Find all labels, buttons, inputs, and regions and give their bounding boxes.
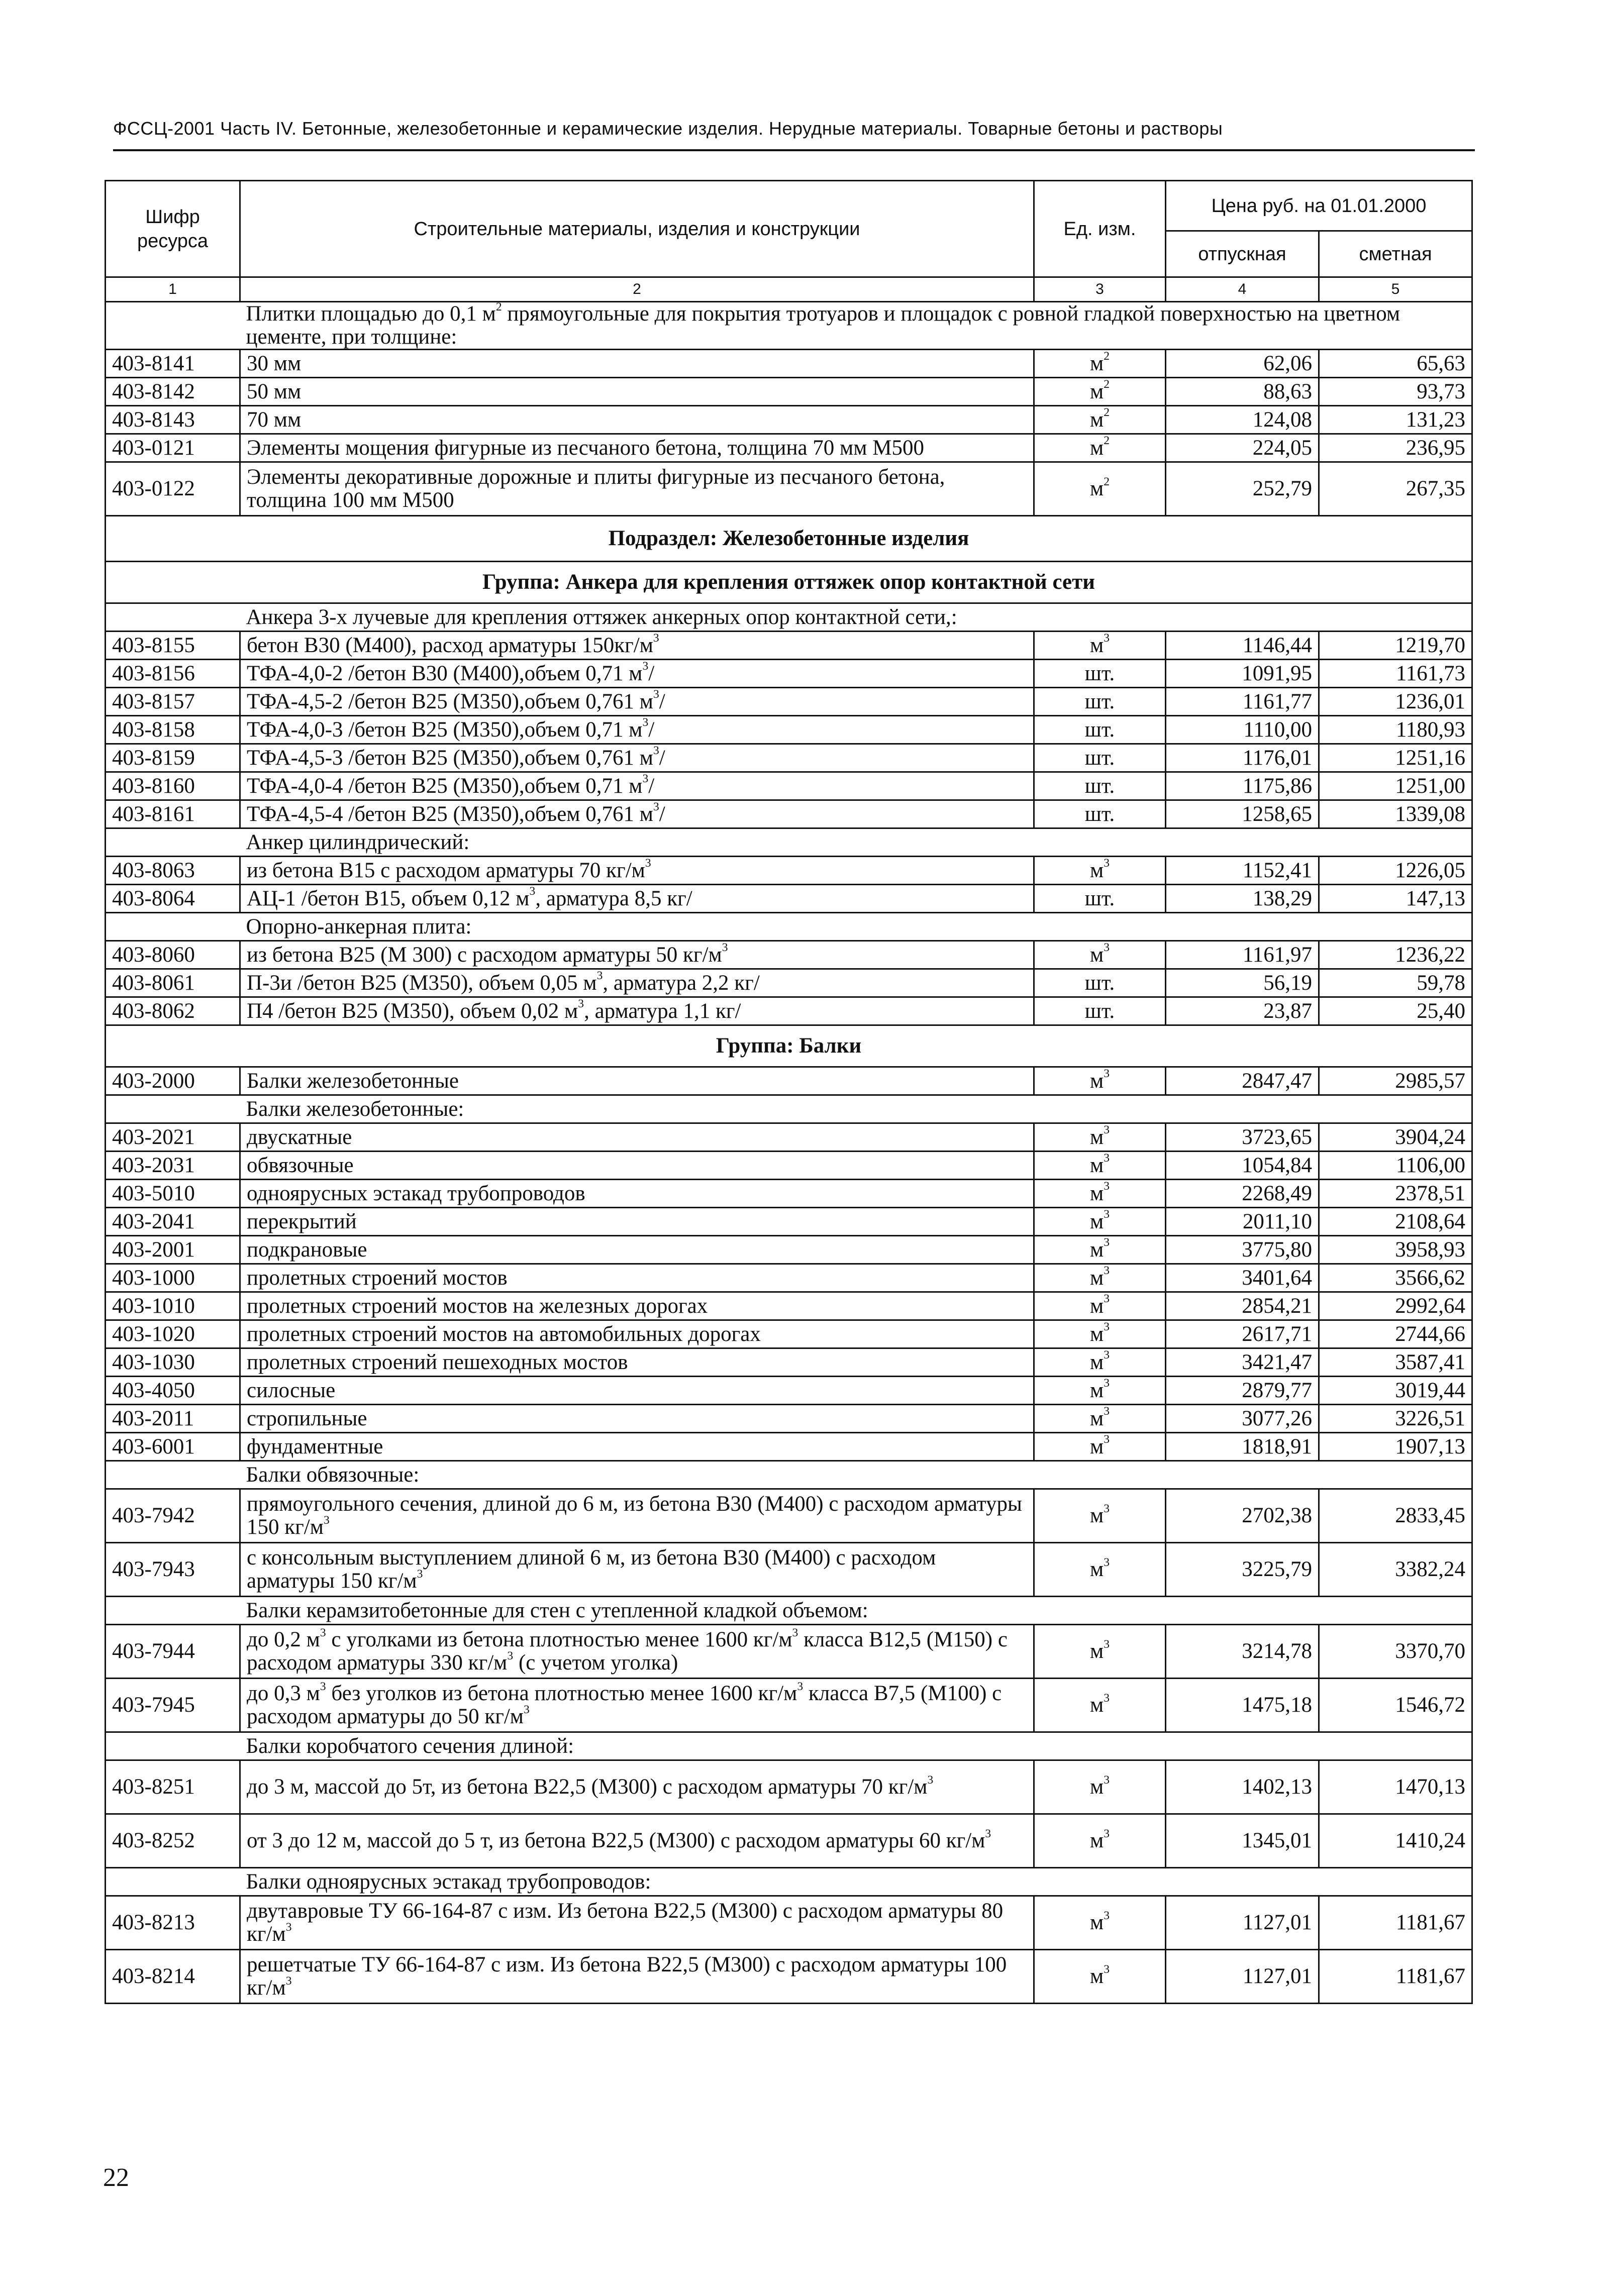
estimate-price: 1219,70 (1319, 632, 1472, 660)
release-price: 3401,64 (1166, 1264, 1319, 1292)
table-row (106, 1348, 1472, 1377)
item-name: 50 мм (240, 378, 1034, 406)
subheading-text: Балки коробчатого сечения длиной: (240, 1732, 1472, 1760)
item-name: 70 мм (240, 406, 1034, 434)
resource-code: 403-8156 (106, 660, 240, 688)
item-name: ТФА-4,0-4 /бетон В25 (М350),объем 0,71 $м^3/$ (240, 772, 1034, 800)
resource-code: 403-8252 (106, 1814, 240, 1868)
unit-cell: $м^3$ (1034, 1405, 1166, 1433)
estimate-price: 3566,62 (1319, 1264, 1472, 1292)
unit-cell: $м^3$ (1034, 1208, 1166, 1236)
unit-cell: $м^3$ (1034, 1896, 1166, 1950)
release-price: 3775,80 (1166, 1236, 1319, 1264)
estimate-price: 1181,67 (1319, 1896, 1472, 1950)
release-price: 56,19 (1166, 969, 1319, 997)
table-row (106, 1814, 1472, 1868)
release-price: 3421,47 (1166, 1348, 1319, 1377)
item-name: до 0,3 $м^3$ без уголков из бетона плотностью менее 1600 $кг/м^3$ класса В7,5 (М100) с расходом арматуры до 50 $кг/м^3$ (240, 1679, 1034, 1732)
unit-cell: $м^3$ (1034, 1625, 1166, 1679)
item-name: ТФА-4,0-3 /бетон В25 (М350),объем 0,71 $м^3/$ (240, 716, 1034, 744)
resource-code: 403-8251 (106, 1760, 240, 1814)
table-row (106, 434, 1472, 462)
estimate-price: 3226,51 (1319, 1405, 1472, 1433)
subheading-row (106, 913, 1472, 941)
unit-cell: $м^3$ (1034, 1320, 1166, 1348)
item-name: двускатные (240, 1123, 1034, 1152)
table-row (106, 1320, 1472, 1348)
estimate-price: 1251,00 (1319, 772, 1472, 800)
table-row (106, 969, 1472, 997)
column-number-cell: 4 (1166, 277, 1319, 302)
table-row (106, 660, 1472, 688)
table-row (106, 1896, 1472, 1950)
resource-code: 403-7945 (106, 1679, 240, 1732)
estimate-price: 3958,93 (1319, 1236, 1472, 1264)
table-row (106, 406, 1472, 434)
unit-cell: шт. (1034, 997, 1166, 1025)
head-price: Цена руб. на 01.01.2000 (1166, 181, 1472, 231)
item-name: обвязочные (240, 1152, 1034, 1180)
resource-code: 403-8143 (106, 406, 240, 434)
estimate-price: 2992,64 (1319, 1292, 1472, 1320)
subheading-text: Балки обвязочные: (240, 1461, 1472, 1489)
estimate-price: 3904,24 (1319, 1123, 1472, 1152)
estimate-price: 1180,93 (1319, 716, 1472, 744)
page-number: 22 (103, 2163, 129, 2192)
estimate-price: 1161,73 (1319, 660, 1472, 688)
item-name: одноярусных эстакад трубопроводов (240, 1180, 1034, 1208)
head-unit: Ед. изм. (1034, 181, 1166, 277)
resource-code: 403-4050 (106, 1377, 240, 1405)
resource-code: 403-8155 (106, 632, 240, 660)
table-row (106, 350, 1472, 378)
release-price: 1175,86 (1166, 772, 1319, 800)
column-number-cell: 2 (240, 277, 1034, 302)
subheading-row (106, 1868, 1472, 1896)
estimate-price: 25,40 (1319, 997, 1472, 1025)
group-row (106, 1025, 1472, 1067)
estimate-price: 3587,41 (1319, 1348, 1472, 1377)
item-name: бетон В30 (М400), расход арматуры $150кг/м^3$ (240, 632, 1034, 660)
release-price: 3723,65 (1166, 1123, 1319, 1152)
release-price: 1152,41 (1166, 857, 1319, 885)
estimate-price: 236,95 (1319, 434, 1472, 462)
item-name: ТФА-4,5-2 /бетон В25 (М350),объем 0,761 $м^3/$ (240, 688, 1034, 716)
item-name: двутавровые ТУ 66-164-87 с изм. Из бетона В22,5 (М300) с расходом арматуры 80 $кг/м^3$ (240, 1896, 1034, 1950)
table-row (106, 1543, 1472, 1597)
release-price: 2011,10 (1166, 1208, 1319, 1236)
item-name: пролетных строений мостов на автомобильных дорогах (240, 1320, 1034, 1348)
resource-code: 403-2001 (106, 1236, 240, 1264)
release-price: 224,05 (1166, 434, 1319, 462)
item-name: перекрытий (240, 1208, 1034, 1236)
release-price: 2854,21 (1166, 1292, 1319, 1320)
resource-code: 403-8142 (106, 378, 240, 406)
column-number-cell: 5 (1319, 277, 1472, 302)
release-price: 2847,47 (1166, 1067, 1319, 1095)
resource-code: 403-8062 (106, 997, 240, 1025)
blank-cell (106, 1868, 240, 1896)
blank-cell (106, 828, 240, 857)
item-name: стропильные (240, 1405, 1034, 1433)
resource-code: 403-8158 (106, 716, 240, 744)
release-price: 1146,44 (1166, 632, 1319, 660)
resource-code: 403-8161 (106, 800, 240, 828)
unit-cell: $м^3$ (1034, 632, 1166, 660)
item-name: 30 мм (240, 350, 1034, 378)
subheading-text: Балки железобетонные: (240, 1095, 1472, 1123)
table-row (106, 772, 1472, 800)
unit-cell: $м^2$ (1034, 378, 1166, 406)
estimate-price: 3382,24 (1319, 1543, 1472, 1597)
unit-cell: $м^3$ (1034, 857, 1166, 885)
release-price: 1176,01 (1166, 744, 1319, 772)
release-price: 1818,91 (1166, 1433, 1319, 1461)
unit-cell: $м^3$ (1034, 1950, 1166, 2004)
unit-cell: $м^2$ (1034, 434, 1166, 462)
release-price: 2617,71 (1166, 1320, 1319, 1348)
section-title: Подраздел: Железобетонные изделия (106, 516, 1472, 562)
item-name: Элементы декоративные дорожные и плиты фигурные из песчаного бетона, толщина 100 мм М500 (240, 462, 1034, 516)
column-number-row (106, 277, 1472, 302)
item-name: фундаментные (240, 1433, 1034, 1461)
group-title: Группа: Балки (106, 1025, 1472, 1067)
subheading-text: Балки керамзитобетонные для стен с утепленной кладкой объемом: (240, 1597, 1472, 1625)
item-name: АЦ-1 /бетон В15, объем 0,12 $м^3$, арматура 8,5 кг/ (240, 885, 1034, 913)
table-row (106, 1180, 1472, 1208)
resource-code: 403-8141 (106, 350, 240, 378)
resource-code: 403-8213 (106, 1896, 240, 1950)
release-price: 2702,38 (1166, 1489, 1319, 1543)
resource-code: 403-8060 (106, 941, 240, 969)
item-name: силосные (240, 1377, 1034, 1405)
subheading-text: Балки одноярусных эстакад трубопроводов: (240, 1868, 1472, 1896)
estimate-price: 1251,16 (1319, 744, 1472, 772)
resource-code: 403-7943 (106, 1543, 240, 1597)
group-row (106, 562, 1472, 603)
resource-code: 403-1010 (106, 1292, 240, 1320)
table-row (106, 744, 1472, 772)
release-price: 252,79 (1166, 462, 1319, 516)
release-price: 1345,01 (1166, 1814, 1319, 1868)
estimate-price: 267,35 (1319, 462, 1472, 516)
price-table (105, 180, 1473, 2004)
estimate-price: 2833,45 (1319, 1489, 1472, 1543)
estimate-price: 147,13 (1319, 885, 1472, 913)
subheading-row (106, 1597, 1472, 1625)
item-name: пролетных строений мостов на железных дорогах (240, 1292, 1034, 1320)
estimate-price: 93,73 (1319, 378, 1472, 406)
table-row (106, 1152, 1472, 1180)
resource-code: 403-2031 (106, 1152, 240, 1180)
release-price: 62,06 (1166, 350, 1319, 378)
estimate-price: 1236,01 (1319, 688, 1472, 716)
estimate-price: 1470,13 (1319, 1760, 1472, 1814)
subheading-text: Плитки площадью до 0,1 $м^2$ прямоугольные для покрытия тротуаров и площадок с ровной гладкой поверхностью на цветном цементе, при толщине: (240, 302, 1472, 350)
resource-code: 403-5010 (106, 1180, 240, 1208)
unit-cell: шт. (1034, 688, 1166, 716)
release-price: 3225,79 (1166, 1543, 1319, 1597)
item-name: от 3 до 12 м, массой до 5 т, из бетона В22,5 (М300) с расходом арматуры 60 $кг/м^3$ (240, 1814, 1034, 1868)
subheading-text: Анкер цилиндрический: (240, 828, 1472, 857)
resource-code: 403-1030 (106, 1348, 240, 1377)
unit-cell: $м^3$ (1034, 1348, 1166, 1377)
release-price: 1161,77 (1166, 688, 1319, 716)
release-price: 1402,13 (1166, 1760, 1319, 1814)
estimate-price: 1410,24 (1319, 1814, 1472, 1868)
column-number-cell: 3 (1034, 277, 1166, 302)
release-price: 1110,00 (1166, 716, 1319, 744)
release-price: 1161,97 (1166, 941, 1319, 969)
subheading-row (106, 603, 1472, 632)
resource-code: 403-7942 (106, 1489, 240, 1543)
estimate-price: 3370,70 (1319, 1625, 1472, 1679)
subheading-text: Опорно-анкерная плита: (240, 913, 1472, 941)
table-row (106, 688, 1472, 716)
subheading-row (106, 302, 1472, 350)
table-row (106, 1679, 1472, 1732)
release-price: 138,29 (1166, 885, 1319, 913)
release-price: 1127,01 (1166, 1896, 1319, 1950)
table-row (106, 1377, 1472, 1405)
unit-cell: шт. (1034, 885, 1166, 913)
resource-code: 403-8064 (106, 885, 240, 913)
table-row (106, 1123, 1472, 1152)
estimate-price: 2744,66 (1319, 1320, 1472, 1348)
section-row (106, 516, 1472, 562)
estimate-price: 65,63 (1319, 350, 1472, 378)
table-row (106, 941, 1472, 969)
resource-code: 403-0122 (106, 462, 240, 516)
table-row (106, 1950, 1472, 2004)
head-code: Шифр ресурса (106, 181, 240, 277)
subheading-row (106, 1732, 1472, 1760)
estimate-price: 1546,72 (1319, 1679, 1472, 1732)
unit-cell: шт. (1034, 772, 1166, 800)
unit-cell: $м^3$ (1034, 1292, 1166, 1320)
unit-cell: $м^3$ (1034, 1152, 1166, 1180)
column-number-cell: 1 (106, 277, 240, 302)
table-row (106, 462, 1472, 516)
table-row (106, 1625, 1472, 1679)
blank-cell (106, 1732, 240, 1760)
release-price: 1475,18 (1166, 1679, 1319, 1732)
estimate-price: 1907,13 (1319, 1433, 1472, 1461)
blank-cell (106, 302, 240, 350)
resource-code: 403-8061 (106, 969, 240, 997)
item-name: до 3 м, массой до 5т, из бетона В22,5 (М300) с расходом арматуры 70 $кг/м^3$ (240, 1760, 1034, 1814)
estimate-price: 131,23 (1319, 406, 1472, 434)
header-rule (113, 149, 1475, 151)
blank-cell (106, 1095, 240, 1123)
release-price: 3077,26 (1166, 1405, 1319, 1433)
table-row (106, 885, 1472, 913)
estimate-price: 1339,08 (1319, 800, 1472, 828)
resource-code: 403-1020 (106, 1320, 240, 1348)
unit-cell: $м^3$ (1034, 1543, 1166, 1597)
unit-cell: $м^3$ (1034, 1377, 1166, 1405)
unit-cell: $м^3$ (1034, 1679, 1166, 1732)
unit-cell: $м^3$ (1034, 1433, 1166, 1461)
unit-cell: $м^3$ (1034, 1760, 1166, 1814)
item-name: до 0,2 $м^3$ с уголками из бетона плотностью менее 1600 $кг/м^3$ класса В12,5 (М150) с расходом арматуры 330 $кг/м^3$ (с учетом уголка) (240, 1625, 1034, 1679)
release-price: 1127,01 (1166, 1950, 1319, 2004)
running-header: ФССЦ-2001 Часть IV. Бетонные, железобетонные и керамические изделия. Нерудные материалы. Товарные бетоны и растворы (113, 118, 1223, 139)
release-price: 124,08 (1166, 406, 1319, 434)
table-row (106, 1405, 1472, 1433)
table-row (106, 1067, 1472, 1095)
table-row (106, 1489, 1472, 1543)
resource-code: 403-7944 (106, 1625, 240, 1679)
table-row (106, 378, 1472, 406)
table-row (106, 857, 1472, 885)
item-name: ТФА-4,0-2 /бетон В30 (М400),объем 0,71 $м^3/$ (240, 660, 1034, 688)
resource-code: 403-2000 (106, 1067, 240, 1095)
unit-cell: $м^3$ (1034, 1814, 1166, 1868)
release-price: 23,87 (1166, 997, 1319, 1025)
estimate-price: 2378,51 (1319, 1180, 1472, 1208)
estimate-price: 1181,67 (1319, 1950, 1472, 2004)
item-name: пролетных строений пешеходных мостов (240, 1348, 1034, 1377)
release-price: 2268,49 (1166, 1180, 1319, 1208)
release-price: 88,63 (1166, 378, 1319, 406)
estimate-price: 59,78 (1319, 969, 1472, 997)
head-estimate: сметная (1319, 231, 1472, 277)
group-title: Группа: Анкера для крепления оттяжек опор контактной сети (106, 562, 1472, 603)
table-row (106, 1760, 1472, 1814)
unit-cell: $м^2$ (1034, 462, 1166, 516)
table-row (106, 1433, 1472, 1461)
item-name: ТФА-4,5-3 /бетон В25 (М350),объем 0,761 $м^3/$ (240, 744, 1034, 772)
estimate-price: 2108,64 (1319, 1208, 1472, 1236)
unit-cell: $м^3$ (1034, 1123, 1166, 1152)
resource-code: 403-6001 (106, 1433, 240, 1461)
item-name: ТФА-4,5-4 /бетон В25 (М350),объем 0,761 $м^3/$ (240, 800, 1034, 828)
subheading-row (106, 828, 1472, 857)
table-head (106, 181, 1472, 302)
item-name: из бетона В25 (М 300) с расходом арматуры 50 $кг/м^3$ (240, 941, 1034, 969)
unit-cell: $м^2$ (1034, 350, 1166, 378)
release-price: 1054,84 (1166, 1152, 1319, 1180)
unit-cell: $м^2$ (1034, 406, 1166, 434)
resource-code: 403-8157 (106, 688, 240, 716)
unit-cell: $м^3$ (1034, 941, 1166, 969)
item-name: Балки железобетонные (240, 1067, 1034, 1095)
unit-cell: $м^3$ (1034, 1067, 1166, 1095)
unit-cell: $м^3$ (1034, 1264, 1166, 1292)
unit-cell: шт. (1034, 744, 1166, 772)
blank-cell (106, 1597, 240, 1625)
item-name: пролетных строений мостов (240, 1264, 1034, 1292)
release-price: 1091,95 (1166, 660, 1319, 688)
release-price: 1258,65 (1166, 800, 1319, 828)
unit-cell: $м^3$ (1034, 1236, 1166, 1264)
blank-cell (106, 603, 240, 632)
resource-code: 403-8159 (106, 744, 240, 772)
table-body (106, 302, 1472, 2004)
resource-code: 403-8063 (106, 857, 240, 885)
subheading-text: Анкера 3-х лучевые для крепления оттяжек анкерных опор контактной сети,: (240, 603, 1472, 632)
blank-cell (106, 913, 240, 941)
estimate-price: 2985,57 (1319, 1067, 1472, 1095)
subheading-row (106, 1095, 1472, 1123)
unit-cell: шт. (1034, 660, 1166, 688)
resource-code: 403-2021 (106, 1123, 240, 1152)
resource-code: 403-1000 (106, 1264, 240, 1292)
resource-code: 403-2011 (106, 1405, 240, 1433)
item-name: решетчатые ТУ 66-164-87 с изм. Из бетона В22,5 (М300) с расходом арматуры 100 $кг/м^3$ (240, 1950, 1034, 2004)
estimate-price: 1236,22 (1319, 941, 1472, 969)
item-name: с консольным выступлением длиной 6 м, из бетона В30 (М400) с расходом арматуры 150 $кг/м^3$ (240, 1543, 1034, 1597)
unit-cell: $м^3$ (1034, 1180, 1166, 1208)
estimate-price: 3019,44 (1319, 1377, 1472, 1405)
unit-cell: шт. (1034, 716, 1166, 744)
item-name: подкрановые (240, 1236, 1034, 1264)
item-name: П4 /бетон В25 (М350), объем 0,02 $м^3$, арматура 1,1 кг/ (240, 997, 1034, 1025)
release-price: 2879,77 (1166, 1377, 1319, 1405)
subheading-row (106, 1461, 1472, 1489)
release-price: 3214,78 (1166, 1625, 1319, 1679)
blank-cell (106, 1461, 240, 1489)
resource-code: 403-2041 (106, 1208, 240, 1236)
unit-cell: $м^3$ (1034, 1489, 1166, 1543)
table-row (106, 632, 1472, 660)
head-release: отпускная (1166, 231, 1319, 277)
table-row (106, 800, 1472, 828)
table-row (106, 716, 1472, 744)
head-name: Строительные материалы, изделия и конструкции (240, 181, 1034, 277)
estimate-price: 1106,00 (1319, 1152, 1472, 1180)
unit-cell: шт. (1034, 800, 1166, 828)
unit-cell: шт. (1034, 969, 1166, 997)
table-row (106, 1236, 1472, 1264)
table-row (106, 1264, 1472, 1292)
resource-code: 403-0121 (106, 434, 240, 462)
resource-code: 403-8160 (106, 772, 240, 800)
item-name: Элементы мощения фигурные из песчаного бетона, толщина 70 мм М500 (240, 434, 1034, 462)
table-row (106, 997, 1472, 1025)
resource-code: 403-8214 (106, 1950, 240, 2004)
item-name: прямоугольного сечения, длиной до 6 м, из бетона В30 (М400) с расходом арматуры 150 $кг/м^3$ (240, 1489, 1034, 1543)
estimate-price: 1226,05 (1319, 857, 1472, 885)
item-name: П-3и /бетон В25 (М350), объем 0,05 $м^3$, арматура 2,2 кг/ (240, 969, 1034, 997)
table-row (106, 1292, 1472, 1320)
table-row (106, 1208, 1472, 1236)
item-name: из бетона В15 с расходом арматуры 70 $кг/м^3$ (240, 857, 1034, 885)
